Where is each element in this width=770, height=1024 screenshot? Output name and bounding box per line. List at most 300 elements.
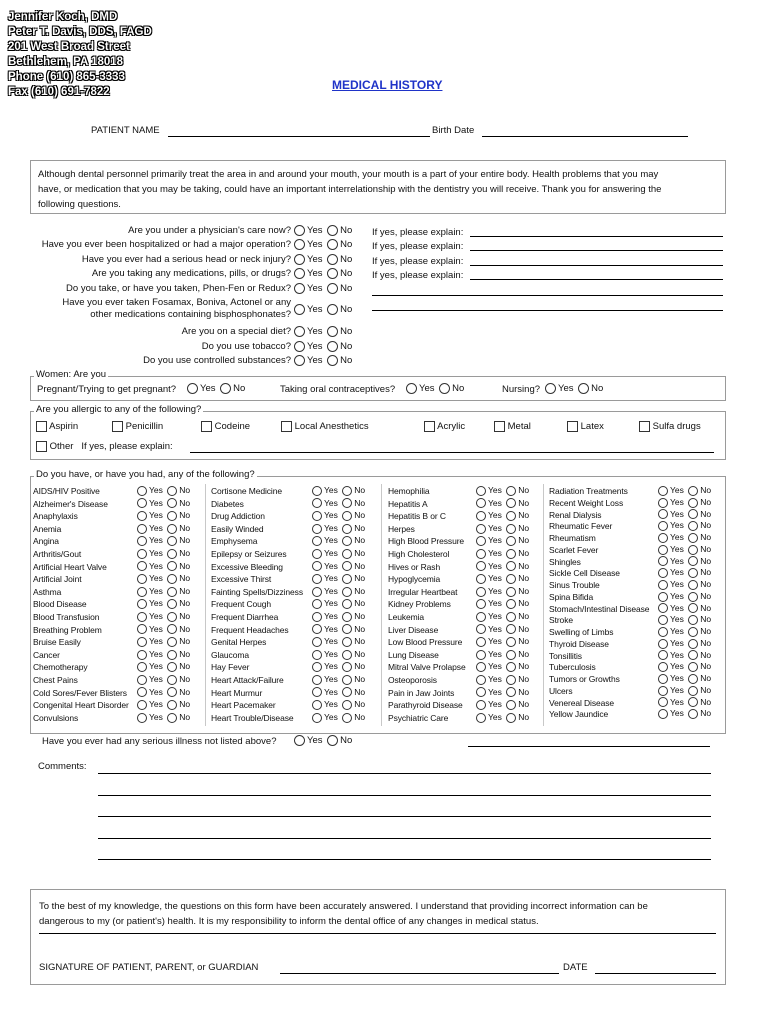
yes-label: Yes — [488, 510, 502, 521]
yes-radio[interactable] — [137, 498, 147, 508]
yes-radio[interactable] — [476, 637, 486, 647]
condition-yes-no — [656, 638, 711, 649]
no-radio[interactable] — [688, 674, 698, 684]
no-label: No — [518, 648, 530, 659]
phone: Phone (610) 865-3333 — [8, 71, 125, 83]
yes-radio[interactable] — [476, 599, 486, 609]
pregnant-question: Pregnant/Trying to get pregnant? — [37, 384, 177, 395]
no-radio[interactable] — [506, 662, 516, 672]
condition-label: High Cholesterol — [388, 549, 450, 559]
no-radio[interactable] — [342, 687, 352, 697]
no-label: No — [518, 611, 530, 621]
condition-label: Bruise Easily — [33, 637, 81, 648]
no-radio[interactable] — [327, 355, 338, 366]
yes-radio[interactable] — [658, 498, 668, 508]
condition-yes-no — [135, 561, 190, 572]
condition-yes-no — [656, 650, 711, 661]
no-radio[interactable] — [167, 486, 177, 496]
no-label: No — [354, 699, 366, 710]
yes-radio[interactable] — [137, 662, 147, 672]
yes-radio[interactable] — [658, 580, 668, 590]
conditions-legend: Do you have, or have you had, any of the following? — [36, 469, 255, 480]
no-radio[interactable] — [506, 650, 516, 660]
attestation-text — [39, 899, 648, 929]
checkbox[interactable] — [112, 421, 123, 432]
yes-no-physician-care — [292, 225, 352, 236]
yes-radio[interactable] — [476, 624, 486, 634]
no-radio[interactable] — [506, 574, 516, 584]
yes-radio[interactable] — [294, 341, 305, 352]
yes-label: Yes — [324, 686, 338, 697]
checkbox[interactable] — [424, 421, 435, 432]
yes-label: Yes — [488, 560, 502, 571]
no-radio[interactable] — [327, 326, 338, 337]
yes-radio[interactable] — [294, 239, 305, 250]
condition-label: Spina Bifida — [549, 591, 594, 602]
condition-yes-no — [310, 485, 365, 496]
condition-yes-no — [310, 523, 365, 534]
yes-no-special-diet — [292, 326, 352, 337]
no-radio[interactable] — [506, 536, 516, 546]
no-radio[interactable] — [327, 341, 338, 352]
no-label: No — [518, 636, 530, 647]
yes-label: Yes — [488, 611, 502, 621]
column-divider — [381, 484, 382, 726]
condition-label: Rheumatism — [549, 533, 596, 543]
yes-radio[interactable] — [658, 697, 668, 707]
no-label: No — [518, 623, 530, 634]
yes-radio[interactable] — [476, 713, 486, 723]
yes-radio[interactable] — [137, 700, 147, 710]
no-radio[interactable] — [327, 225, 338, 236]
condition-yes-no — [656, 626, 711, 637]
question-special-diet: Are you on a special diet? — [181, 326, 291, 337]
no-radio[interactable] — [327, 283, 338, 294]
condition-yes-no — [656, 661, 711, 672]
comments-line[interactable] — [98, 773, 711, 774]
no-radio[interactable] — [342, 599, 352, 609]
checkbox[interactable] — [494, 421, 505, 432]
no-radio[interactable] — [688, 545, 698, 555]
no-radio[interactable] — [167, 687, 177, 697]
yes-radio[interactable] — [312, 700, 322, 710]
yes-radio[interactable] — [658, 592, 668, 602]
yes-radio[interactable] — [294, 283, 305, 294]
yes-radio[interactable] — [312, 524, 322, 534]
yes-radio[interactable] — [658, 545, 668, 555]
condition-yes-no — [135, 649, 190, 660]
no-label: No — [340, 239, 353, 251]
no-radio[interactable] — [167, 574, 177, 584]
condition-label: Artificial Heart Valve — [33, 561, 107, 572]
no-radio[interactable] — [167, 624, 177, 634]
yes-label: Yes — [670, 661, 684, 672]
yes-radio[interactable] — [312, 587, 322, 597]
yes-radio[interactable] — [137, 599, 147, 609]
condition-yes-no — [656, 603, 711, 614]
yes-radio[interactable] — [294, 304, 305, 315]
condition-yes-no — [310, 712, 365, 723]
explain-field[interactable] — [470, 236, 723, 237]
no-radio[interactable] — [688, 498, 698, 508]
yes-radio[interactable] — [476, 574, 486, 584]
condition-yes-no — [474, 535, 529, 546]
comments-line[interactable] — [98, 795, 711, 796]
allergy-sulfa — [639, 421, 701, 432]
yes-radio[interactable] — [137, 561, 147, 571]
no-label: No — [354, 623, 366, 634]
condition-yes-no — [474, 510, 529, 521]
doctor-name-1: Jennifer Koch, DMD — [8, 11, 118, 23]
yes-label: Yes — [324, 485, 338, 495]
comments-line[interactable] — [98, 816, 711, 817]
no-radio[interactable] — [342, 650, 352, 660]
checkbox[interactable] — [36, 421, 47, 432]
no-radio[interactable] — [506, 637, 516, 647]
no-radio[interactable] — [167, 498, 177, 508]
patient-name-field[interactable] — [168, 136, 430, 137]
yes-radio[interactable] — [312, 511, 322, 521]
yes-radio[interactable] — [312, 498, 322, 508]
yes-label: Yes — [324, 560, 338, 571]
no-radio[interactable] — [506, 700, 516, 710]
no-label: No — [518, 661, 530, 672]
condition-yes-no — [656, 673, 711, 684]
yes-radio[interactable] — [658, 615, 668, 625]
no-radio[interactable] — [506, 511, 516, 521]
no-radio[interactable] — [167, 713, 177, 723]
no-radio[interactable] — [342, 612, 352, 622]
allergy-label: Metal — [507, 421, 531, 433]
no-radio[interactable] — [578, 383, 589, 394]
yes-label: Yes — [149, 648, 163, 659]
condition-yes-no — [310, 498, 365, 509]
yes-radio[interactable] — [294, 326, 305, 337]
checkbox[interactable] — [281, 421, 292, 432]
yes-radio[interactable] — [137, 650, 147, 660]
no-radio[interactable] — [342, 675, 352, 685]
condition-label: Rheumatic Fever — [549, 521, 613, 532]
no-radio[interactable] — [506, 612, 516, 622]
checkbox[interactable] — [639, 421, 650, 432]
yes-radio[interactable] — [658, 686, 668, 696]
no-radio[interactable] — [167, 675, 177, 685]
no-radio[interactable] — [688, 686, 698, 696]
yes-radio[interactable] — [476, 486, 486, 496]
date-field[interactable] — [595, 973, 716, 974]
yes-radio[interactable] — [312, 675, 322, 685]
yes-radio[interactable] — [187, 383, 198, 394]
yes-radio[interactable] — [294, 355, 305, 366]
yes-radio[interactable] — [476, 498, 486, 508]
condition-label: Frequent Diarrhea — [211, 612, 279, 622]
no-radio[interactable] — [327, 304, 338, 315]
no-radio[interactable] — [506, 675, 516, 685]
no-radio[interactable] — [327, 254, 338, 265]
comments-line[interactable] — [98, 838, 711, 839]
yes-radio[interactable] — [476, 650, 486, 660]
yes-radio[interactable] — [312, 536, 322, 546]
no-radio[interactable] — [688, 627, 698, 637]
condition-label: Chest Pains — [33, 675, 78, 685]
no-radio[interactable] — [688, 603, 698, 613]
yes-no-hospitalized — [292, 239, 352, 250]
yes-label: Yes — [307, 225, 323, 237]
no-radio[interactable] — [167, 536, 177, 546]
no-radio[interactable] — [167, 650, 177, 660]
condition-label: Hemophilia — [388, 486, 430, 496]
yes-radio[interactable] — [137, 675, 147, 685]
no-radio[interactable] — [167, 511, 177, 521]
no-label: No — [700, 532, 712, 542]
yes-radio[interactable] — [137, 713, 147, 723]
yes-radio[interactable] — [658, 662, 668, 672]
yes-radio[interactable] — [658, 521, 668, 531]
condition-label: Genital Herpes — [211, 637, 267, 648]
yes-radio[interactable] — [137, 637, 147, 647]
yes-radio[interactable] — [294, 254, 305, 265]
no-radio[interactable] — [506, 486, 516, 496]
yes-radio[interactable] — [137, 612, 147, 622]
no-label: No — [518, 560, 530, 571]
yes-radio[interactable] — [137, 486, 147, 496]
yes-radio[interactable] — [658, 486, 668, 496]
yes-radio[interactable] — [658, 674, 668, 684]
street-address: 201 West Broad Street — [8, 41, 130, 53]
no-radio[interactable] — [342, 549, 352, 559]
yes-radio[interactable] — [312, 599, 322, 609]
yes-radio[interactable] — [476, 700, 486, 710]
yes-radio[interactable] — [658, 639, 668, 649]
no-radio[interactable] — [688, 556, 698, 566]
yes-radio[interactable] — [294, 735, 305, 746]
no-radio[interactable] — [327, 239, 338, 250]
yes-radio[interactable] — [476, 536, 486, 546]
yes-radio[interactable] — [137, 587, 147, 597]
yes-radio[interactable] — [312, 486, 322, 496]
explain-field[interactable] — [470, 265, 723, 266]
no-radio[interactable] — [688, 533, 698, 543]
condition-yes-no — [310, 674, 365, 685]
condition-yes-no — [135, 586, 190, 597]
yes-radio[interactable] — [476, 612, 486, 622]
no-radio[interactable] — [688, 709, 698, 719]
yes-radio[interactable] — [312, 624, 322, 634]
no-radio[interactable] — [506, 687, 516, 697]
checkbox[interactable] — [36, 441, 47, 452]
yes-radio[interactable] — [658, 709, 668, 719]
yes-radio[interactable] — [312, 687, 322, 697]
yes-radio[interactable] — [137, 624, 147, 634]
explain-field[interactable] — [470, 279, 723, 280]
allergy-label: Penicillin — [125, 421, 164, 433]
no-radio[interactable] — [167, 662, 177, 672]
no-label: No — [179, 711, 191, 722]
yes-radio[interactable] — [312, 612, 322, 622]
no-radio[interactable] — [342, 624, 352, 634]
attestation-rule — [39, 933, 716, 934]
no-label: No — [354, 573, 366, 584]
no-radio[interactable] — [342, 561, 352, 571]
no-label: No — [179, 674, 191, 684]
yes-radio[interactable] — [476, 662, 486, 672]
yes-radio[interactable] — [658, 627, 668, 637]
condition-label: Cancer — [33, 649, 60, 660]
no-radio[interactable] — [506, 561, 516, 571]
yes-label: Yes — [670, 637, 684, 648]
no-radio[interactable] — [342, 536, 352, 546]
no-radio[interactable] — [342, 700, 352, 710]
no-label: No — [518, 497, 530, 508]
yes-radio[interactable] — [476, 587, 486, 597]
yes-label: Yes — [149, 510, 163, 521]
no-radio[interactable] — [506, 624, 516, 634]
yes-radio[interactable] — [137, 511, 147, 521]
condition-label: AIDS/HIV Positive — [33, 486, 100, 496]
no-radio[interactable] — [688, 615, 698, 625]
no-label: No — [700, 485, 712, 495]
yes-radio[interactable] — [406, 383, 417, 394]
yes-radio[interactable] — [312, 574, 322, 584]
yes-label: Yes — [149, 497, 163, 508]
yes-radio[interactable] — [658, 568, 668, 578]
no-radio[interactable] — [342, 511, 352, 521]
condition-label: Excessive Bleeding — [211, 561, 283, 572]
yes-radio[interactable] — [658, 556, 668, 566]
yes-radio[interactable] — [294, 225, 305, 236]
yes-radio[interactable] — [476, 561, 486, 571]
condition-label: Stomach/Intestinal Disease — [549, 603, 650, 614]
no-radio[interactable] — [688, 592, 698, 602]
yes-radio[interactable] — [312, 549, 322, 559]
yes-radio[interactable] — [658, 509, 668, 519]
birth-date-field[interactable] — [482, 136, 688, 137]
explain-field[interactable] — [372, 295, 723, 296]
no-radio[interactable] — [342, 524, 352, 534]
no-radio[interactable] — [167, 587, 177, 597]
condition-yes-no — [474, 674, 529, 685]
yes-label: Yes — [488, 686, 502, 697]
no-radio[interactable] — [688, 521, 698, 531]
yes-radio[interactable] — [658, 650, 668, 660]
yes-radio[interactable] — [312, 650, 322, 660]
comments-line[interactable] — [98, 859, 711, 860]
explain-field[interactable] — [470, 250, 723, 251]
condition-label: Glaucoma — [211, 649, 249, 660]
no-radio[interactable] — [167, 524, 177, 534]
yes-radio[interactable] — [658, 603, 668, 613]
yes-radio[interactable] — [658, 533, 668, 543]
no-radio[interactable] — [167, 612, 177, 622]
no-radio[interactable] — [688, 580, 698, 590]
no-label: No — [700, 649, 712, 660]
condition-label: Convulsions — [33, 712, 79, 723]
no-radio[interactable] — [506, 713, 516, 723]
no-radio[interactable] — [167, 561, 177, 571]
allergy-explain-field[interactable] — [190, 452, 714, 453]
condition-label: Arthritis/Gout — [33, 549, 82, 559]
condition-yes-no — [474, 699, 529, 710]
condition-label: Ulcers — [549, 685, 573, 696]
yes-radio[interactable] — [137, 524, 147, 534]
nursing-question: Nursing? — [502, 384, 541, 395]
yes-radio[interactable] — [476, 524, 486, 534]
no-radio[interactable] — [327, 268, 338, 279]
yes-label: Yes — [200, 383, 216, 395]
signature-field[interactable] — [280, 973, 559, 974]
no-radio[interactable] — [506, 524, 516, 534]
condition-label: Lung Disease — [388, 649, 439, 660]
birth-date-label: Birth Date — [432, 125, 475, 136]
yes-radio[interactable] — [137, 574, 147, 584]
yes-radio[interactable] — [137, 687, 147, 697]
yes-label: Yes — [670, 602, 684, 613]
city-state: Bethlehem, PA 18018 — [8, 56, 124, 68]
checkbox[interactable] — [567, 421, 578, 432]
no-radio[interactable] — [342, 662, 352, 672]
yes-radio[interactable] — [312, 637, 322, 647]
condition-yes-no — [656, 708, 711, 719]
condition-yes-no — [310, 586, 365, 597]
no-radio[interactable] — [688, 486, 698, 496]
other-illness-field[interactable] — [468, 746, 710, 747]
allergy-acrylic — [424, 421, 465, 432]
yes-radio[interactable] — [545, 383, 556, 394]
yes-radio[interactable] — [294, 268, 305, 279]
yes-radio[interactable] — [476, 511, 486, 521]
no-radio[interactable] — [506, 498, 516, 508]
no-radio[interactable] — [688, 639, 698, 649]
yes-radio[interactable] — [137, 536, 147, 546]
yes-label: Yes — [324, 711, 338, 722]
yes-radio[interactable] — [476, 549, 486, 559]
no-radio[interactable] — [688, 650, 698, 660]
no-radio[interactable] — [327, 735, 338, 746]
yes-radio[interactable] — [312, 662, 322, 672]
yes-label: Yes — [149, 485, 163, 495]
no-radio[interactable] — [506, 599, 516, 609]
no-radio[interactable] — [342, 587, 352, 597]
no-radio[interactable] — [688, 662, 698, 672]
yes-radio[interactable] — [476, 675, 486, 685]
no-radio[interactable] — [506, 587, 516, 597]
no-radio[interactable] — [342, 637, 352, 647]
yes-radio[interactable] — [312, 713, 322, 723]
yes-radio[interactable] — [476, 687, 486, 697]
no-radio[interactable] — [439, 383, 450, 394]
no-radio[interactable] — [342, 486, 352, 496]
no-radio[interactable] — [688, 509, 698, 519]
condition-yes-no — [135, 548, 190, 559]
no-radio[interactable] — [688, 568, 698, 578]
no-radio[interactable] — [342, 713, 352, 723]
no-radio[interactable] — [167, 549, 177, 559]
no-radio[interactable] — [342, 574, 352, 584]
checkbox[interactable] — [201, 421, 212, 432]
yes-radio[interactable] — [312, 561, 322, 571]
no-radio[interactable] — [342, 498, 352, 508]
no-radio[interactable] — [167, 700, 177, 710]
no-radio[interactable] — [167, 599, 177, 609]
no-radio[interactable] — [506, 549, 516, 559]
no-label: No — [354, 485, 366, 495]
yes-radio[interactable] — [137, 549, 147, 559]
no-radio[interactable] — [220, 383, 231, 394]
no-radio[interactable] — [167, 637, 177, 647]
explain-field[interactable] — [372, 310, 723, 311]
no-radio[interactable] — [688, 697, 698, 707]
no-label: No — [179, 548, 191, 558]
